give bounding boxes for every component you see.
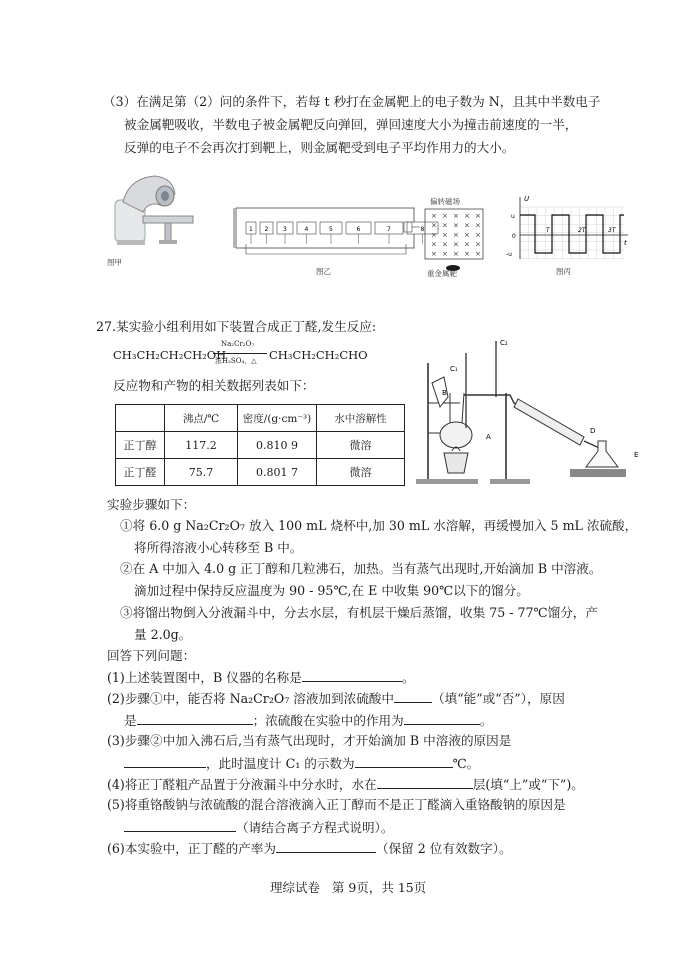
bing-tick-3t: 3T: [608, 227, 616, 234]
field-cross-mark: ×: [431, 221, 437, 230]
field-cross-mark: ×: [475, 231, 481, 239]
drift-tube-label: 1: [249, 226, 253, 233]
label-e: E: [634, 451, 639, 459]
field-cross-mark: ×: [475, 212, 481, 220]
answer-blank-6[interactable]: [276, 840, 376, 853]
q26-part3-line1: （3）在满足第（2）问的条件下，若每 t 秒打在金属靶上的电子数为 N，且其中半数电子: [103, 94, 601, 109]
question-1: [107, 669, 414, 686]
question-2-text: (2)步骤①中，能否将 Na₂Cr₂O₇ 溶液加到浓硫酸中: [107, 691, 394, 706]
q26-part3-line3: 反弹的电子不会再次打到靶上，则金属靶受到电子平均作用力的大小。: [124, 140, 515, 155]
step3-line2: 量 2.0g。: [134, 627, 192, 642]
bing-zero: 0: [512, 233, 516, 240]
condition-bottom: 浓H₂SO₄，△: [215, 357, 257, 365]
data-intro: 反应物和产物的相关数据列表如下：: [113, 378, 315, 393]
field-cross-mark: ×: [431, 240, 437, 249]
drift-tube-label: 5: [329, 226, 333, 233]
label-d: D: [590, 427, 596, 435]
bing-axis-u: U: [524, 195, 530, 203]
field-cross-mark: ×: [453, 221, 459, 230]
question-1-end: 。: [401, 670, 415, 685]
question-5: (5)将重铬酸钠与浓硫酸的混合溶液滴入正丁醇而不是正丁醛滴入重铬酸钠的原因是: [107, 797, 566, 812]
reaction-equation: [113, 340, 383, 368]
field-cross-mark: ×: [431, 231, 437, 239]
question-4-end: 层(填“上”或“下”)。: [472, 777, 584, 792]
field-cross-mark: ×: [475, 221, 481, 230]
field-label: 偏转磁场: [430, 197, 460, 206]
question-4-text: (4)将正丁醛粗产品置于分液漏斗中分水时，水在: [107, 777, 377, 792]
figure-yi-diagram: [230, 206, 425, 258]
target-label: 重金属靶: [427, 269, 457, 278]
steps-title: 实验步骤如下：: [107, 497, 196, 512]
question-2: [107, 690, 565, 707]
question-1-text: (1)上述装置图中，B 仪器的名称是: [107, 670, 302, 685]
field-cross-mark: ×: [475, 250, 481, 258]
field-cross-mark: ×: [464, 212, 470, 220]
field-cross-mark: ×: [442, 221, 448, 230]
field-cross-mark: ×: [464, 231, 470, 239]
bing-axis-t: t: [624, 239, 627, 247]
apparatus-diagram: [410, 333, 650, 488]
table-cell: 微溶: [317, 459, 405, 486]
question-6-text: (6)本实验中，正丁醛的产率为: [107, 841, 276, 856]
drift-tube-label: 4: [304, 226, 309, 233]
table-cell: 正丁醛: [116, 459, 165, 486]
answer-blank-4[interactable]: [377, 776, 473, 789]
question-3-end: ℃。: [452, 756, 480, 771]
field-cross-mark: ×: [442, 250, 448, 258]
step3-line1: ③将馏出物倒入分液漏斗中，分去水层，有机层干燥后蒸馏，收集 75 - 77℃馏分，产: [120, 605, 598, 620]
field-cross-mark: ×: [464, 221, 470, 230]
page-footer: 理综试卷 第 9页，共 15页: [270, 880, 427, 895]
field-cross-mark: ×: [453, 231, 459, 239]
answer-title: 回答下列问题：: [107, 648, 196, 663]
reaction-arrow: [213, 353, 267, 354]
table-cell: 117.2: [165, 432, 238, 459]
answer-blank-2b[interactable]: [137, 712, 253, 725]
question-2-role: ；浓硫酸在实验中的作用为: [252, 713, 404, 728]
table-header-cell: 沸点/℃: [165, 405, 238, 432]
table-header-cell: [116, 405, 165, 432]
question-2-cont: [124, 712, 492, 729]
question-3-temp: ，此时温度计 C₁ 的示数为: [206, 756, 355, 771]
question-3-cont: [124, 755, 479, 772]
answer-blank-1[interactable]: [302, 669, 402, 682]
field-cross-mark: ×: [431, 250, 437, 258]
table-cell: 0.810 9: [238, 432, 317, 459]
drift-tube-label: 2: [264, 226, 269, 233]
field-cross-mark: ×: [464, 250, 470, 258]
question-6: [107, 840, 512, 857]
field-cross-mark: ×: [442, 240, 448, 249]
table-header-row: [116, 405, 405, 432]
field-cross-mark: ×: [442, 212, 448, 220]
figure-yi-caption: 图乙: [316, 267, 331, 276]
answer-blank-3b[interactable]: [355, 755, 453, 768]
figure-bing-wave: [500, 193, 630, 265]
q26-part3-line2: 被金属靶吸收，半数电子被金属靶反向弹回，弹回速度大小为撞击前速度的一半，: [124, 117, 578, 132]
figure-jia-caption: 图甲: [107, 258, 122, 267]
table-cell: 正丁醇: [116, 432, 165, 459]
answer-blank-2c[interactable]: [404, 712, 480, 725]
table-header-cell: 密度/(g·cm⁻³): [238, 405, 317, 432]
question-5-end: （请结合离子方程式说明）。: [236, 820, 394, 835]
field-cross-mark: ×: [453, 240, 459, 249]
question-5-cont: [124, 819, 393, 836]
table-row: [116, 459, 405, 486]
table-cell: 微溶: [317, 432, 405, 459]
drift-tube-label: 3: [283, 226, 287, 233]
step2-line1: ②在 A 中加入 4.0 g 正丁醇和几粒沸石，加热。当有蒸气出现时,开始滴加 B 中溶液。: [120, 561, 602, 576]
question-4: [107, 776, 584, 793]
question-2-end: 。: [479, 713, 493, 728]
magnetic-field-diagram: [420, 207, 487, 273]
drift-tube-label: 8: [420, 226, 425, 233]
question-6-end: （保留 2 位有效数字）。: [375, 841, 512, 856]
step1-line1: ①将 6.0 g Na₂Cr₂O₇ 放入 100 mL 烧杯中,加 30 mL 水溶解，再缓慢加入 5 mL 浓硫酸，: [120, 518, 638, 533]
label-c1: C₁: [450, 365, 458, 373]
field-cross-mark: ×: [453, 212, 459, 220]
data-table: [115, 404, 405, 486]
condition-top: Na₂Cr₂O₇: [221, 340, 255, 348]
reactant: CH₃CH₂CH₂CH₂OH: [113, 348, 227, 362]
question-2-is: 是: [124, 713, 137, 728]
figure-bing-caption: 图丙: [556, 267, 571, 276]
bing-minus-u: -u: [506, 251, 512, 258]
table-cell: 75.7: [165, 459, 238, 486]
field-cross-mark: ×: [442, 231, 448, 239]
table-header-cell: 水中溶解性: [317, 405, 405, 432]
table-cell: 0.801 7: [238, 459, 317, 486]
label-c2: C₂: [500, 339, 508, 347]
table-row: [116, 432, 405, 459]
step1-line2: 将所得溶液小心转移至 B 中。: [134, 540, 303, 555]
field-cross-mark: ×: [431, 212, 437, 220]
label-b: B: [442, 389, 447, 397]
field-cross-mark: ×: [475, 240, 481, 249]
step2-line2: 滴加过程中保持反应温度为 90 - 95℃,在 E 中收集 90℃以下的馏分。: [134, 583, 529, 598]
answer-blank-3a[interactable]: [124, 755, 206, 768]
bing-plus-u: u: [511, 213, 515, 220]
question-2-hint: （填“能”或“否”），原因: [432, 691, 565, 706]
answer-blank-2a[interactable]: [394, 690, 432, 703]
bing-tick-2t: 2T: [578, 227, 586, 234]
label-a: A: [486, 433, 491, 441]
product: CH₃CH₂CH₂CHO: [269, 348, 368, 362]
drift-tube-label: 6: [356, 226, 361, 233]
field-cross-mark: ×: [464, 240, 470, 249]
bing-tick-t: T: [546, 227, 550, 234]
question-3: (3)步骤②中加入沸石后,当有蒸气出现时，才开始滴加 B 中溶液的原因是: [107, 733, 512, 748]
drift-tube-label: 7: [387, 226, 391, 233]
answer-blank-5[interactable]: [124, 819, 236, 832]
figure-jia-photo: [103, 172, 203, 254]
field-cross-mark: ×: [453, 250, 459, 258]
q27-intro: 27.某实验小组利用如下装置合成正丁醛,发生反应:: [96, 319, 377, 334]
